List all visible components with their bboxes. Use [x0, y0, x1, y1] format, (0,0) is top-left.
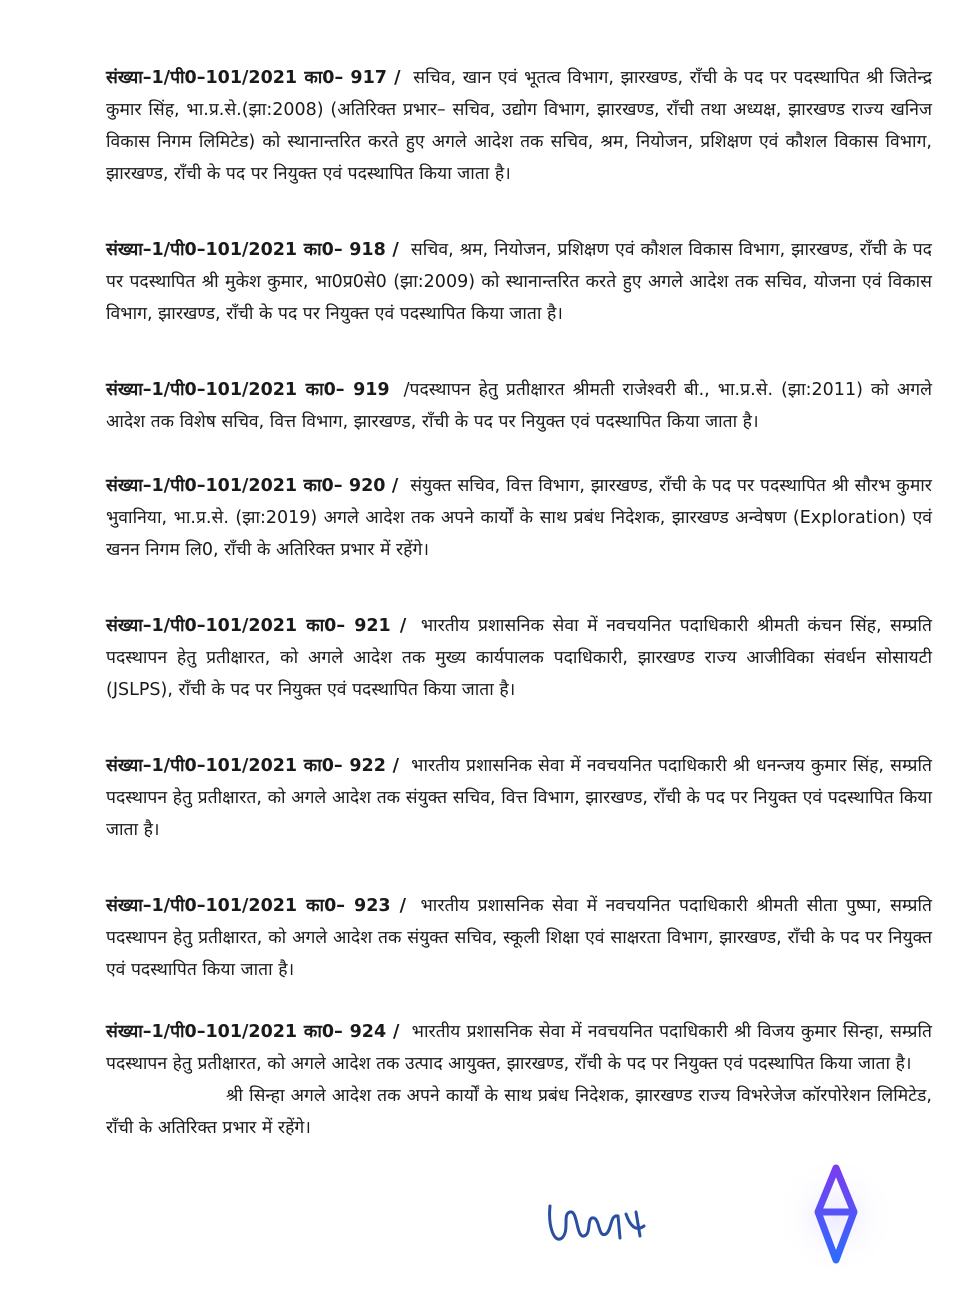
brand-logo-icon	[760, 1150, 900, 1280]
order-text: /पदस्थापन हेतु प्रतीक्षारत श्रीमती राजेश्वरी बी., भा.प्र.से. (झा:2011) को अगले आदेश तक विशेष सचिव, वित्त विभाग, झारखण्ड, राँची के पद पर नियुक्त एवं पदस्थापित किया जाता है।	[106, 380, 932, 432]
handwritten-signature-icon	[540, 1186, 680, 1256]
order-text: भारतीय प्रशासनिक सेवा में नवचयनित पदाधिकारी श्री धनन्जय कुमार सिंह, सम्प्रति पदस्थापन हेतु प्रतीक्षारत, को अगले आदेश तक संयुक्त सचिव, वित्त विभाग, झारखण्ड, राँची के पद पर नियुक्त एवं पदस्थापित किया जाता है।	[106, 756, 932, 840]
order-reference: संख्या–1/पी0–101/2021 का0– 923 /	[106, 896, 406, 916]
order-917	[106, 62, 932, 190]
order-924	[106, 1016, 932, 1080]
order-text: भारतीय प्रशासनिक सेवा में नवचयनित पदाधिकारी श्रीमती सीता पुष्पा, सम्प्रति पदस्थापन हेतु प्रतीक्षारत, को अगले आदेश तक संयुक्त सचिव, स्कूली शिक्षा एवं साक्षरता विभाग, झारखण्ड, राँची के पद पर नियुक्त एवं पदस्थापित किया जाता है।	[106, 896, 932, 980]
order-920	[106, 470, 932, 566]
order-reference: संख्या–1/पी0–101/2021 का0– 920 /	[106, 476, 399, 496]
order-text: भारतीय प्रशासनिक सेवा में नवचयनित पदाधिकारी श्री विजय कुमार सिन्हा, सम्प्रति पदस्थापन हेतु प्रतीक्षारत, को अगले आदेश तक उत्पाद आयुक्त, झारखण्ड, राँची के पद पर नियुक्त एवं पदस्थापित किया जाता है।	[106, 1022, 932, 1074]
order-918	[106, 234, 932, 330]
order-reference: संख्या–1/पी0–101/2021 का0– 921 /	[106, 616, 407, 636]
order-reference: संख्या–1/पी0–101/2021 का0– 918 /	[106, 240, 399, 260]
order-reference: संख्या–1/पी0–101/2021 का0– 917 /	[106, 68, 401, 88]
order-reference: संख्या–1/पी0–101/2021 का0– 919	[106, 380, 390, 400]
order-923	[106, 890, 932, 986]
order-reference: संख्या–1/पी0–101/2021 का0– 924 /	[106, 1022, 400, 1042]
order-922	[106, 750, 932, 846]
order-924-additional-charge: श्री सिन्हा अगले आदेश तक अपने कार्यों के साथ प्रबंध निदेशक, झारखण्ड राज्य विभरेजेज कॉरपोरेशन लिमिटेड, राँची के अतिरिक्त प्रभार में रहेंगे।	[106, 1086, 932, 1138]
order-text: संयुक्त सचिव, वित्त विभाग, झारखण्ड, राँची के पद पर पदस्थापित श्री सौरभ कुमार भुवानिया, भा.प्र.से. (झा:2019) अगले आदेश तक अपने कार्यों के साथ प्रबंध निदेशक, झारखण्ड अन्वेषण (Exploration) एवं खनन निगम लि0, राँची के अतिरिक्त प्रभार में रहेंगे।	[106, 476, 932, 560]
order-921	[106, 610, 932, 706]
order-text: सचिव, श्रम, नियोजन, प्रशिक्षण एवं कौशल विकास विभाग, झारखण्ड, राँची के पद पर पदस्थापित श्री मुकेश कुमार, भा0प्र0से0 (झा:2009) को स्थानान्तरित करते हुए अगले आदेश तक सचिव, योजना एवं विकास विभाग, झारखण्ड, राँची के पद पर नियुक्त एवं पदस्थापित किया जाता है।	[106, 240, 933, 324]
order-reference: संख्या–1/पी0–101/2021 का0– 922 /	[106, 756, 399, 776]
order-text: भारतीय प्रशासनिक सेवा में नवचयनित पदाधिकारी श्रीमती कंचन सिंह, सम्प्रति पदस्थापन हेतु प्रतीक्षारत, को अगले आदेश तक मुख्य कार्यपालक पदाधिकारी, झारखण्ड राज्य आजीविका संवर्धन सोसायटी (JSLPS), राँची के पद पर नियुक्त एवं पदस्थापित किया जाता है।	[106, 616, 932, 700]
order-text: सचिव, खान एवं भूतत्व विभाग, झारखण्ड, राँची के पद पर पदस्थापित श्री जितेन्द्र कुमार सिंह, भा.प्र.से.(झा:2008) (अतिरिक्त प्रभार– सचिव, उद्योग विभाग, झारखण्ड, राँची तथा अध्यक्ष, झारखण्ड राज्य खनिज विकास निगम लिमिटेड) को स्थानान्तरित करते हुए अगले आदेश तक सचिव, श्रम, नियोजन, प्रशिक्षण एवं कौशल विकास विभाग, झारखण्ड, राँची के पद पर नियुक्त एवं पदस्थापित किया जाता है।	[106, 68, 932, 184]
order-919	[106, 374, 932, 438]
